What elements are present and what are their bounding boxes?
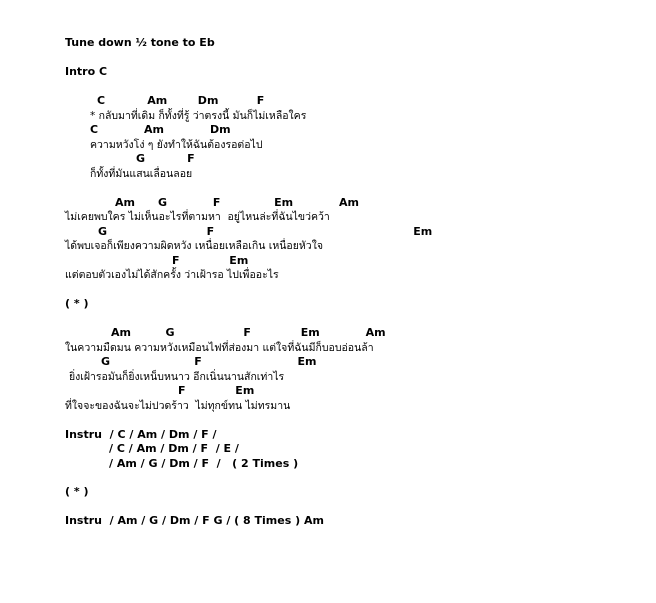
chorus2-chords-2: G F Em — [101, 355, 317, 368]
chorus1-lyric-1: ไม่เคยพบใคร ไม่เห็นอะไรที่ตามหา อยู่ไหนล่ะที่ฉันไขว่คว้า — [65, 211, 330, 223]
chorus1-chords-3: F Em — [172, 254, 249, 267]
verse1-chords-2: C Am Dm — [90, 123, 231, 136]
verse1-lyric-1: * กลับมาที่เดิม ก็ทั้งที่รู้ ว่าตรงนี้ มันก็ไม่เหลือใคร — [90, 110, 307, 122]
verse1-chords-3: G F — [136, 152, 195, 165]
chorus1-lyric-3: แต่ตอบตัวเองไม่ได้สักครั้ง ว่าเฝ้ารอ ไปเพื่ออะไร — [65, 269, 279, 281]
chorus2-chords-3: F Em — [178, 384, 255, 397]
chorus1-chords-2: G F Em — [98, 225, 433, 238]
verse1-lyric-2: ความหวังโง่ ๆ ยังทำให้ฉันต้องรอต่อไป — [90, 139, 263, 151]
chorus2-lyric-3: ที่ใจจะของฉันจะไม่ปวดร้าว ไม่ทุกข์ทน ไม่ทรมาน — [65, 400, 291, 412]
chorus-marker-1: ( * ) — [65, 297, 89, 310]
instru-line-1: Instru / C / Am / Dm / F / — [65, 428, 217, 441]
instru-outro: Instru / Am / G / Dm / F G / ( 8 Times ) Am — [65, 514, 324, 527]
instru-line-2: / C / Am / Dm / F / E / — [109, 442, 239, 455]
intro-label: Intro C — [65, 65, 108, 78]
chorus2-lyric-2: ยิ่งเฝ้ารอมันก็ยิ่งเหน็บหนาว อีกเนิ่นนานสักเท่าไร — [69, 371, 285, 383]
chorus2-chords-1: Am G F Em Am — [111, 326, 386, 339]
chorus1-chords-1: Am G F Em Am — [115, 196, 359, 209]
chorus-marker-2: ( * ) — [65, 485, 89, 498]
chorus2-lyric-1: ในความมืดมน ความหวังเหมือนไฟที่ส่องมา แต่ใจที่ฉันมีก็บอบอ่อนล้า — [65, 342, 374, 354]
chorus1-lyric-2: ได้พบเจอก็เพียงความผิดหวัง เหนื่อยเหลือเกิน เหนื่อยหัวใจ — [65, 240, 323, 252]
verse1-chords-1: C Am Dm F — [97, 94, 265, 107]
instru-line-3: / Am / G / Dm / F / ( 2 Times ) — [109, 457, 299, 470]
tuning-note: Tune down ½ tone to Eb — [65, 36, 215, 49]
verse1-lyric-3: ก็ทั้งที่มันแสนเลื่อนลอย — [90, 168, 193, 180]
